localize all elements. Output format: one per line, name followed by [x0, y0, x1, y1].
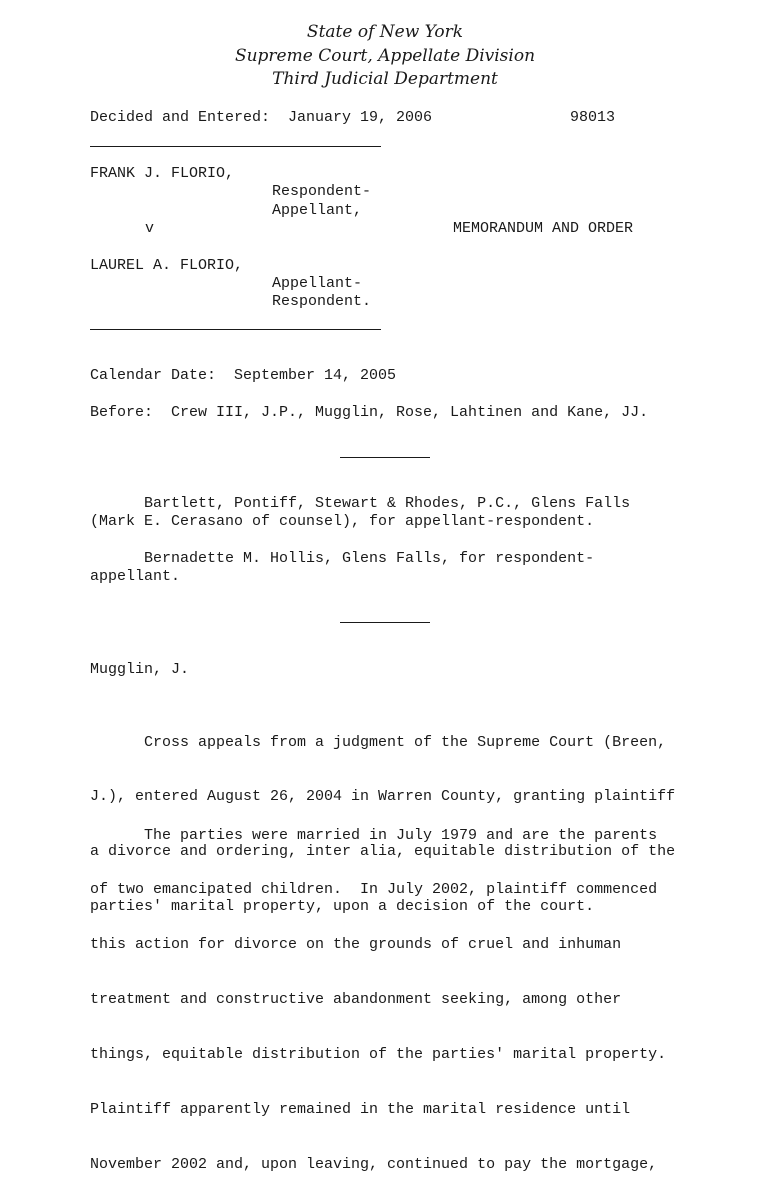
versus: v: [145, 220, 155, 237]
counsel-2-line2: appellant.: [90, 568, 181, 585]
opinion-paragraph-2: [90, 790, 690, 1193]
section-divider-1: [340, 457, 430, 458]
party1-role-line2: Appellant,: [272, 202, 363, 219]
paragraph-line: Cross appeals from a judgment of the Supreme Court (Breen,: [90, 733, 667, 751]
decided-entered: Decided and Entered: January 19, 2006: [90, 109, 433, 126]
counsel-1-line1: Bartlett, Pontiff, Stewart & Rhodes, P.C., Glens Falls: [90, 495, 631, 512]
party1-role-line1: Respondent-: [272, 183, 372, 200]
paragraph-line: The parties were married in July 1979 and are the parents: [90, 826, 658, 844]
party2-role-line1: Appellant-: [272, 275, 363, 292]
paragraph-line: treatment and constructive abandonment seeking, among other: [90, 991, 622, 1009]
paragraph-line: a divorce and ordering, inter alia, equitable distribution of the: [90, 843, 676, 861]
court-department: Third Judicial Department: [272, 69, 498, 89]
section-divider-2: [340, 622, 430, 623]
party2-role-line2: Respondent.: [272, 293, 372, 310]
docket-number: 98013: [570, 109, 616, 126]
paragraph-line: J.), entered August 26, 2004 in Warren County, granting plaintiff: [90, 788, 676, 806]
counsel-1-line2: (Mark E. Cerasano of counsel), for appellant-respondent.: [90, 513, 595, 530]
panel-judges: Before: Crew III, J.P., Mugglin, Rose, Lahtinen and Kane, JJ.: [90, 404, 649, 421]
paragraph-line: parties' marital property, upon a decision of the court.: [90, 898, 595, 916]
paragraph-line: Plaintiff apparently remained in the marital residence until: [90, 1101, 631, 1119]
opinion-author: Mugglin, J.: [90, 661, 190, 678]
paragraph-line: things, equitable distribution of the parties' marital property.: [90, 1046, 667, 1064]
party1-name: FRANK J. FLORIO,: [90, 165, 235, 182]
party2-name: LAUREL A. FLORIO,: [90, 257, 244, 274]
document-type: MEMORANDUM AND ORDER: [453, 220, 634, 237]
counsel-2-line1: Bernadette M. Hollis, Glens Falls, for respondent-: [90, 550, 595, 567]
calendar-date: Calendar Date: September 14, 2005: [90, 367, 397, 384]
caption-bottom-rule: [90, 329, 381, 330]
court-state: State of New York: [306, 22, 464, 42]
paragraph-line: this action for divorce on the grounds of cruel and inhuman: [90, 936, 622, 954]
paragraph-line: of two emancipated children. In July 2002, plaintiff commenced: [90, 881, 658, 899]
paragraph-line: November 2002 and, upon leaving, continued to pay the mortgage,: [90, 1155, 658, 1173]
court-name: Supreme Court, Appellate Division: [234, 46, 536, 66]
caption-top-rule: [90, 146, 381, 147]
